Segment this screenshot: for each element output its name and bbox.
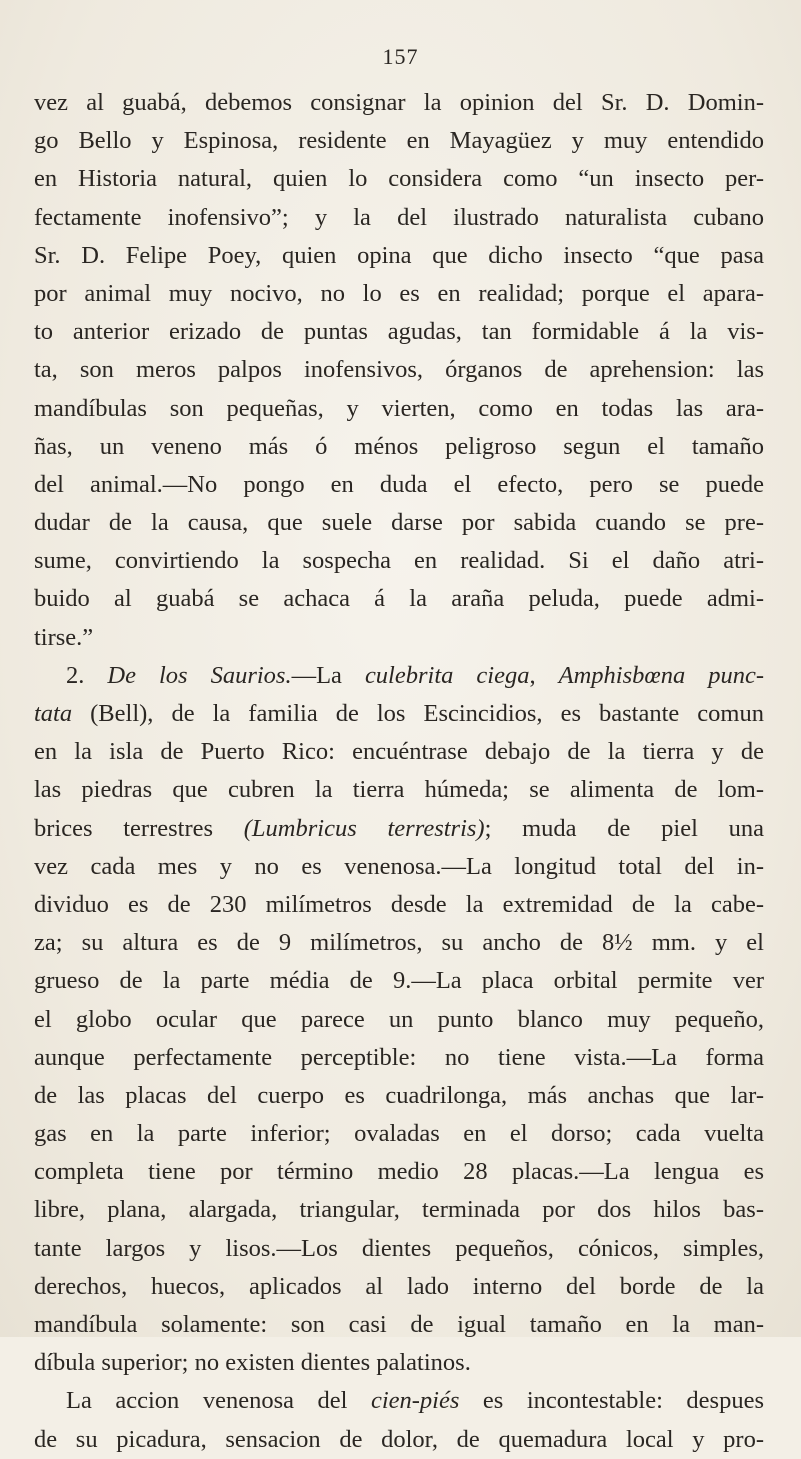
text-line bbox=[34, 619, 764, 657]
text-line bbox=[34, 1191, 764, 1229]
line-text: dividuo es de 230 milímetros desde la extremidad de la cabe- bbox=[34, 890, 764, 918]
line-text: de las placas del cuerpo es cuadrilonga, más anchas que lar- bbox=[34, 1081, 764, 1109]
line-text: mandíbulas son pequeñas, y vierten, como en todas las ara- bbox=[34, 394, 764, 422]
paragraph-start-line bbox=[34, 1382, 764, 1420]
text-line bbox=[34, 1077, 764, 1115]
line-text: —La bbox=[291, 661, 365, 689]
text-line bbox=[34, 160, 764, 198]
line-text: completa tiene por término medio 28 placas.—La lengua es bbox=[34, 1158, 764, 1186]
scientific-name: Amphisbœna punc- bbox=[558, 661, 764, 689]
line-text: Sr. D. Felipe Poey, quien opina que dicho insecto “que pasa bbox=[34, 241, 764, 269]
line-text: , bbox=[529, 661, 559, 689]
text-line bbox=[34, 733, 764, 771]
text-line bbox=[34, 886, 764, 924]
line-text: dudar de la causa, que suele darse por sabida cuando se pre- bbox=[34, 509, 764, 537]
text-line bbox=[34, 1344, 764, 1382]
common-name: culebrita ciega bbox=[364, 661, 530, 689]
text-line bbox=[34, 275, 764, 313]
line-text: aunque perfectamente perceptible: no tiene vista.—La forma bbox=[34, 1043, 764, 1071]
text-line bbox=[34, 1306, 764, 1344]
line-text: sume, convirtiendo la sospecha en realidad. Si el daño atri- bbox=[34, 547, 764, 575]
text-line bbox=[34, 580, 764, 618]
line-text: buido al guabá se achaca á la araña peluda, puede admi- bbox=[34, 585, 764, 613]
text-line bbox=[34, 1153, 764, 1191]
line-text: vez cada mes y no es venenosa.—La longitud total del in- bbox=[34, 852, 764, 880]
line-text: en la isla de Puerto Rico: encuéntrase debajo de la tierra y de bbox=[34, 738, 764, 766]
text-line bbox=[34, 428, 764, 466]
line-text: La accion venenosa del bbox=[66, 1387, 371, 1415]
line-text: grueso de la parte média de 9.—La placa orbital permite ver bbox=[34, 967, 764, 995]
line-text: za; su altura es de 9 milímetros, su ancho de 8½ mm. y el bbox=[34, 929, 764, 957]
line-text: del animal.—No pongo en duda el efecto, pero se puede bbox=[34, 470, 764, 498]
text-line bbox=[34, 848, 764, 886]
text-line bbox=[34, 351, 764, 389]
scientific-name: (Lumbricus terrestris) bbox=[243, 814, 485, 842]
body-text bbox=[34, 84, 764, 1459]
text-line bbox=[34, 84, 764, 122]
text-line bbox=[34, 810, 764, 848]
scientific-name: tata bbox=[34, 700, 73, 727]
text-line bbox=[34, 504, 764, 542]
line-text: es incontestable: despues bbox=[459, 1387, 764, 1415]
line-text: gas en la parte inferior; ovaladas en el dorso; cada vuelta bbox=[34, 1120, 764, 1148]
text-line bbox=[34, 199, 764, 237]
line-text: díbula superior; no existen dientes palatinos. bbox=[34, 1349, 471, 1377]
text-line bbox=[34, 313, 764, 351]
line-text: en Historia natural, quien lo considera como “un insecto per- bbox=[34, 165, 764, 193]
line-text: derechos, huecos, aplicados al lado interno del borde de la bbox=[34, 1272, 764, 1300]
text-line bbox=[34, 924, 764, 962]
text-line bbox=[34, 1268, 764, 1306]
line-text: ñas, un veneno más ó ménos peligroso segun el tamaño bbox=[34, 432, 764, 460]
line-text: tante largos y lisos.—Los dientes pequeños, cónicos, simples, bbox=[34, 1234, 764, 1262]
line-text: libre, plana, alargada, triangular, terminada por dos hilos bas- bbox=[34, 1196, 764, 1224]
text-line bbox=[34, 1039, 764, 1077]
line-text: de su picadura, sensacion de dolor, de quemadura local y pro- bbox=[34, 1425, 764, 1453]
line-text: ta, son meros palpos inofensivos, órganos de aprehension: las bbox=[34, 356, 764, 384]
text-line bbox=[34, 1421, 764, 1459]
text-line bbox=[34, 1230, 764, 1268]
line-text: go Bello y Espinosa, residente en Mayagüez y muy entendido bbox=[34, 127, 764, 155]
line-text: fectamente inofensivo”; y la del ilustrado naturalista cubano bbox=[34, 203, 764, 231]
text-line bbox=[34, 695, 764, 733]
line-text: mandíbula solamente: son casi de igual tamaño en la man- bbox=[34, 1311, 764, 1338]
text-line bbox=[34, 962, 764, 1000]
text-line bbox=[34, 771, 764, 809]
line-text: el globo ocular que parece un punto blanco muy pequeño, bbox=[34, 1005, 764, 1033]
text-line bbox=[34, 122, 764, 160]
line-text: brices terrestres bbox=[34, 814, 244, 842]
line-text: vez al guabá, debemos consignar la opinion del Sr. D. Domin- bbox=[34, 89, 764, 116]
section-number: 2. bbox=[66, 661, 108, 689]
text-line bbox=[34, 542, 764, 580]
section-title: De los Saurios. bbox=[107, 661, 292, 689]
text-line bbox=[34, 237, 764, 275]
page-number: 157 bbox=[382, 44, 419, 69]
section-heading-line bbox=[34, 657, 764, 695]
text-line bbox=[34, 1001, 764, 1039]
text-line bbox=[34, 390, 764, 428]
text-line bbox=[34, 1115, 764, 1153]
line-text: ; muda de piel una bbox=[484, 814, 764, 842]
common-name: cien-piés bbox=[370, 1387, 460, 1415]
line-text: las piedras que cubren la tierra húmeda; se alimenta de lom- bbox=[34, 776, 764, 804]
text-line bbox=[34, 466, 764, 504]
line-text: (Bell), de la familia de los Escincidios, es bastante comun bbox=[72, 700, 764, 727]
line-text: por animal muy nocivo, no lo es en realidad; porque el apara- bbox=[34, 279, 764, 307]
line-text: tirse.” bbox=[34, 623, 94, 651]
line-text: to anterior erizado de puntas agudas, tan formidable á la vis- bbox=[34, 318, 764, 346]
